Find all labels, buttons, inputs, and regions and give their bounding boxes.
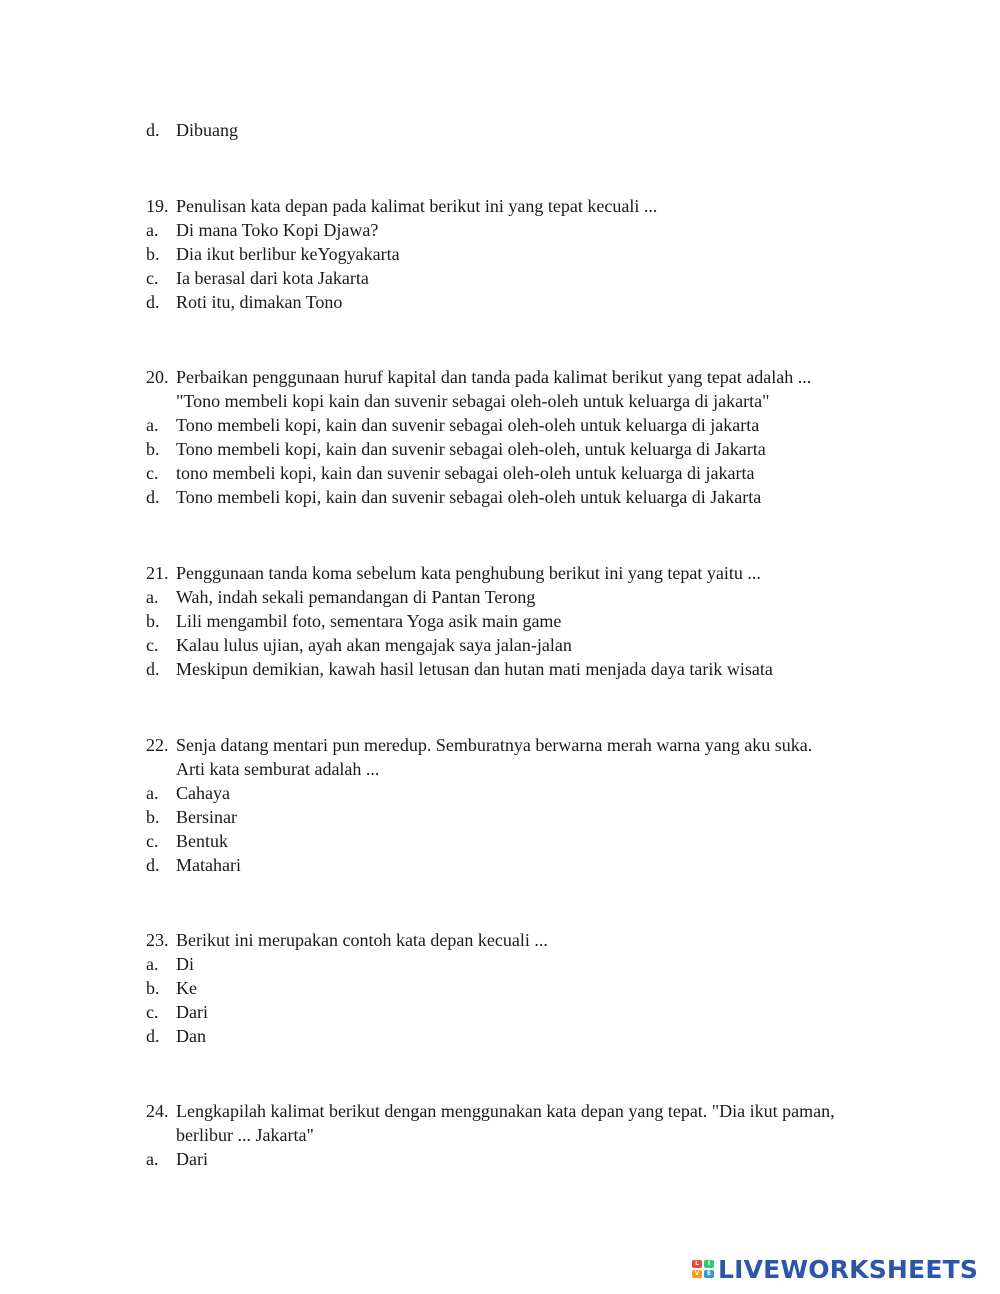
option-label: c. [146, 635, 159, 655]
option-label: a. [146, 587, 159, 607]
option-line [146, 853, 886, 877]
question-quote [146, 389, 916, 413]
option-line [146, 633, 886, 657]
option-label: b. [146, 244, 160, 264]
question-line [146, 733, 886, 757]
question-number: 20. [146, 367, 169, 387]
option-line [146, 1024, 886, 1048]
option-line [146, 461, 886, 485]
option-line [146, 437, 886, 461]
question-text: Perbaikan penggunaan huruf kapital dan tanda pada kalimat berikut yang tepat adalah ... [176, 367, 812, 387]
option-text: Matahari [176, 855, 241, 875]
question-line [146, 928, 886, 952]
option-label: c. [146, 1002, 159, 1022]
liveworksheets-logo [692, 1253, 978, 1285]
question-line [146, 194, 886, 218]
option-label: a. [146, 220, 159, 240]
option-text: Bersinar [176, 807, 237, 827]
option-text: Lili mengambil foto, sementara Yoga asik main game [176, 611, 562, 631]
option-label: d. [146, 292, 160, 312]
option-label: b. [146, 807, 160, 827]
question-text: Penggunaan tanda koma sebelum kata penghubung berikut ini yang tepat yaitu ... [176, 563, 761, 583]
option-text: Di mana Toko Kopi Djawa? [176, 220, 379, 240]
option-label: a. [146, 954, 159, 974]
option-line [146, 242, 886, 266]
option-label: d. [146, 487, 160, 507]
option-label: b. [146, 439, 160, 459]
liveworksheets-logo-icon [692, 1260, 714, 1278]
logo-tile-v: V [692, 1270, 702, 1278]
option-text: Cahaya [176, 783, 230, 803]
option-text: Di [176, 954, 194, 974]
question-line [146, 1099, 886, 1123]
option-line [146, 585, 886, 609]
option-line [146, 290, 886, 314]
option-text: Tono membeli kopi, kain dan suvenir sebagai oleh-oleh untuk keluarga di jakarta [176, 415, 760, 435]
option-label: a. [146, 1149, 159, 1169]
option-label: a. [146, 783, 159, 803]
question-number: 24. [146, 1101, 169, 1121]
option-line [146, 952, 886, 976]
option-line [146, 413, 886, 437]
option-line [146, 657, 886, 681]
question-line [146, 561, 886, 585]
option-label: d. [146, 1026, 160, 1046]
option-label: a. [146, 415, 159, 435]
option-label: d. [146, 855, 160, 875]
option-text: Ia berasal dari kota Jakarta [176, 268, 369, 288]
question-text: Berikut ini merupakan contoh kata depan kecuali ... [176, 930, 548, 950]
brand-name: LIVEWORKSHEETS [718, 1254, 979, 1284]
option-line [146, 266, 886, 290]
option-text: Dan [176, 1026, 206, 1046]
option-label: c. [146, 268, 159, 288]
option-line [146, 781, 886, 805]
option-text: Roti itu, dimakan Tono [176, 292, 343, 312]
option-text: Kalau lulus ujian, ayah akan mengajak saya jalan-jalan [176, 635, 572, 655]
question-text: "Tono membeli kopi kain dan suvenir sebagai oleh-oleh untuk keluarga di jakarta" [176, 391, 770, 411]
question-text: Lengkapilah kalimat berikut dengan menggunakan kata depan yang tepat. "Dia ikut paman, [176, 1101, 835, 1121]
option-text: Meskipun demikian, kawah hasil letusan dan hutan mati menjada daya tarik wisata [176, 659, 773, 679]
question-text: Penulisan kata depan pada kalimat berikut ini yang tepat kecuali ... [176, 196, 658, 216]
option-line [146, 609, 886, 633]
option-text: Ke [176, 978, 197, 998]
option-line [146, 218, 886, 242]
option-line [146, 118, 886, 142]
option-text: Dibuang [176, 120, 238, 140]
question-continuation [146, 1123, 916, 1147]
option-line [146, 805, 886, 829]
option-text: Dari [176, 1002, 208, 1022]
option-line [146, 485, 886, 509]
question-text: Arti kata semburat adalah ... [176, 759, 380, 779]
option-text: Tono membeli kopi, kain dan suvenir sebagai oleh-oleh, untuk keluarga di Jakarta [176, 439, 766, 459]
question-text: Senja datang mentari pun meredup. Semburatnya berwarna merah warna yang aku suka. [176, 735, 813, 755]
option-text: Tono membeli kopi, kain dan suvenir sebagai oleh-oleh untuk keluarga di Jakarta [176, 487, 762, 507]
option-text: Dari [176, 1149, 208, 1169]
option-text: Dia ikut berlibur keYogyakarta [176, 244, 400, 264]
logo-tile-e: E [704, 1270, 714, 1278]
option-line [146, 829, 886, 853]
option-label: b. [146, 978, 160, 998]
option-label: c. [146, 463, 159, 483]
option-text: Wah, indah sekali pemandangan di Pantan Terong [176, 587, 536, 607]
option-text: Bentuk [176, 831, 228, 851]
option-line [146, 1000, 886, 1024]
logo-tile-i: I [704, 1260, 714, 1268]
option-text: tono membeli kopi, kain dan suvenir sebagai oleh-oleh untuk keluarga di jakarta [176, 463, 755, 483]
option-label: d. [146, 659, 160, 679]
option-line [146, 976, 886, 1000]
question-text: berlibur ... Jakarta" [176, 1125, 314, 1145]
option-line [146, 1147, 886, 1171]
question-number: 23. [146, 930, 169, 950]
question-continuation [146, 757, 916, 781]
question-number: 21. [146, 563, 169, 583]
logo-tile-l: L [692, 1260, 702, 1268]
option-label: d. [146, 120, 160, 140]
question-line [146, 365, 886, 389]
option-label: b. [146, 611, 160, 631]
question-number: 22. [146, 735, 169, 755]
question-number: 19. [146, 196, 169, 216]
option-label: c. [146, 831, 159, 851]
